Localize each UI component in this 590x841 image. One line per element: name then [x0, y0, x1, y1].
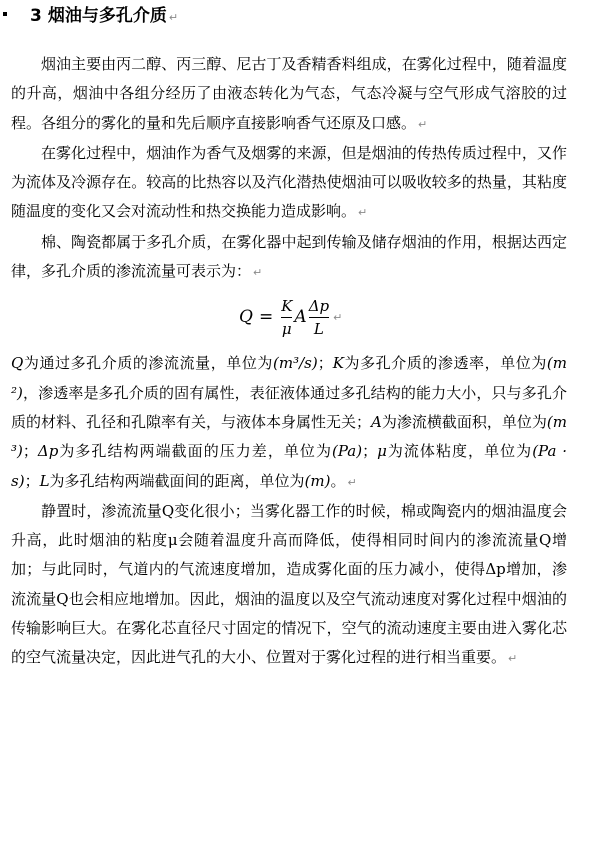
formula-numerator-dp: Δp [308, 296, 330, 315]
paragraph-3 [11, 228, 567, 288]
fraction-bar [281, 317, 292, 318]
separator: ； [362, 442, 378, 461]
symbol-a: A [371, 412, 382, 431]
formula-lhs: Q [239, 306, 253, 327]
unit-dp: (Pa) [331, 442, 363, 461]
sentence-end: 。 [330, 471, 346, 490]
paragraph-1-text: 烟油主要由丙二醇、丙三醇、尼古丁及香精香料组成，在雾化过程中，随着温度的升高，烟油中各组分经历了由液态转化为气态，气态冷凝与空气形成气溶胶的过程。各组分的雾化的量和先后顺序直接影响香气还原及口感。 [11, 55, 567, 132]
section-heading [30, 4, 178, 30]
section-title: 烟油与多孔介质 [47, 6, 167, 26]
separator: ； [317, 354, 333, 373]
symbol-k: K [332, 354, 344, 373]
definition-k: 为多孔介质的渗透率，单位为 [343, 354, 547, 373]
unit-a: (m³) [11, 412, 567, 461]
symbol-mu: μ [377, 442, 387, 461]
body-text [11, 50, 567, 674]
paragraph-5 [11, 497, 567, 674]
symbol-dp: Δp [37, 442, 59, 461]
fraction-bar [309, 317, 329, 318]
formula-numerator-k: K [281, 296, 293, 315]
definition-mu: 为流体粘度，单位为 [386, 442, 533, 461]
paragraph-definitions [11, 349, 567, 496]
paragraph-mark-icon: ↵ [347, 475, 357, 489]
separator: ； [24, 471, 40, 490]
definition-dp: 为多孔结构两端截面的压力差，单位为 [58, 442, 332, 461]
darcy-formula [11, 287, 567, 349]
separator: ； [22, 442, 38, 461]
definition-a: 为渗流横截面积，单位为 [381, 412, 547, 431]
paragraph-mark-icon: ↵ [358, 206, 368, 220]
paragraph-2 [11, 139, 567, 228]
formula-fraction-dp-l [309, 296, 329, 339]
paragraph-mark-icon: ↵ [333, 310, 343, 324]
paragraph-mark-icon: ↵ [418, 117, 428, 131]
formula-area: A [294, 306, 307, 327]
section-number: 3 [30, 6, 42, 26]
formula-denominator-l: L [313, 319, 324, 338]
unit-k: (m²) [11, 354, 567, 402]
paragraph-mark-icon: ↵ [508, 652, 518, 666]
unit-mu: (Pa · s) [11, 442, 567, 490]
definition-k-desc: ，渗透率是多孔介质的固有属性，表征液体通过多孔结构的能力大小，只与多孔介质的材料、孔径和孔隙率有关，与液体本身属性无关； [11, 383, 567, 431]
symbol-l: L [39, 471, 50, 490]
formula-equals: = [258, 306, 274, 327]
unit-q: (m³/s) [273, 354, 318, 373]
paragraph-3-text: 棉、陶瓷都属于多孔介质，在雾化器中起到传输及储存烟油的作用，根据达西定律，多孔介质的渗流流量可表示为： [11, 232, 567, 281]
paragraph-mark-icon: ↵ [253, 266, 263, 280]
symbol-q: Q [11, 354, 24, 373]
formula-denominator-mu: μ [281, 319, 292, 338]
paragraph-5-text: 静置时，渗流流量Q变化很小；当雾化器工作的时候，棉或陶瓷内的烟油温度会升高，此时烟油的粘度μ会随着温度升高而降低，使得相同时间内的渗流流量Q增加；与此同时，气道内的气流速度增加，造成雾化面的压力减小，使得Δp增加，渗流流量Q也会相应地增加。因此，烟油的温度以及空气流动速度对雾化过程中烟油的传输影响巨大。在雾化芯直径尺寸固定的情况下，空气的流动速度主要由进入雾化芯的空气流量决定，因此进气孔的大小、位置对于雾化过程的进行相当重要。 [11, 501, 567, 667]
paragraph-2-text: 在雾化过程中，烟油作为香气及烟雾的来源，但是烟油的传热传质过程中，又作为流体及冷源存在。较高的比热容以及汽化潜热使烟油可以吸收较多的热量，其粘度随温度的变化又会对流动性和热交换能力造成影响。 [11, 143, 567, 221]
unit-l: (m) [304, 471, 331, 490]
paragraph-mark-icon: ↵ [168, 11, 179, 24]
definition-q: 为通过多孔介质的渗流流量，单位为 [23, 354, 273, 373]
heading-bullet [3, 12, 7, 16]
definition-l: 为多孔结构两端截面间的距离，单位为 [49, 471, 305, 490]
paragraph-1 [11, 50, 567, 139]
formula-fraction-k-mu [281, 296, 292, 339]
